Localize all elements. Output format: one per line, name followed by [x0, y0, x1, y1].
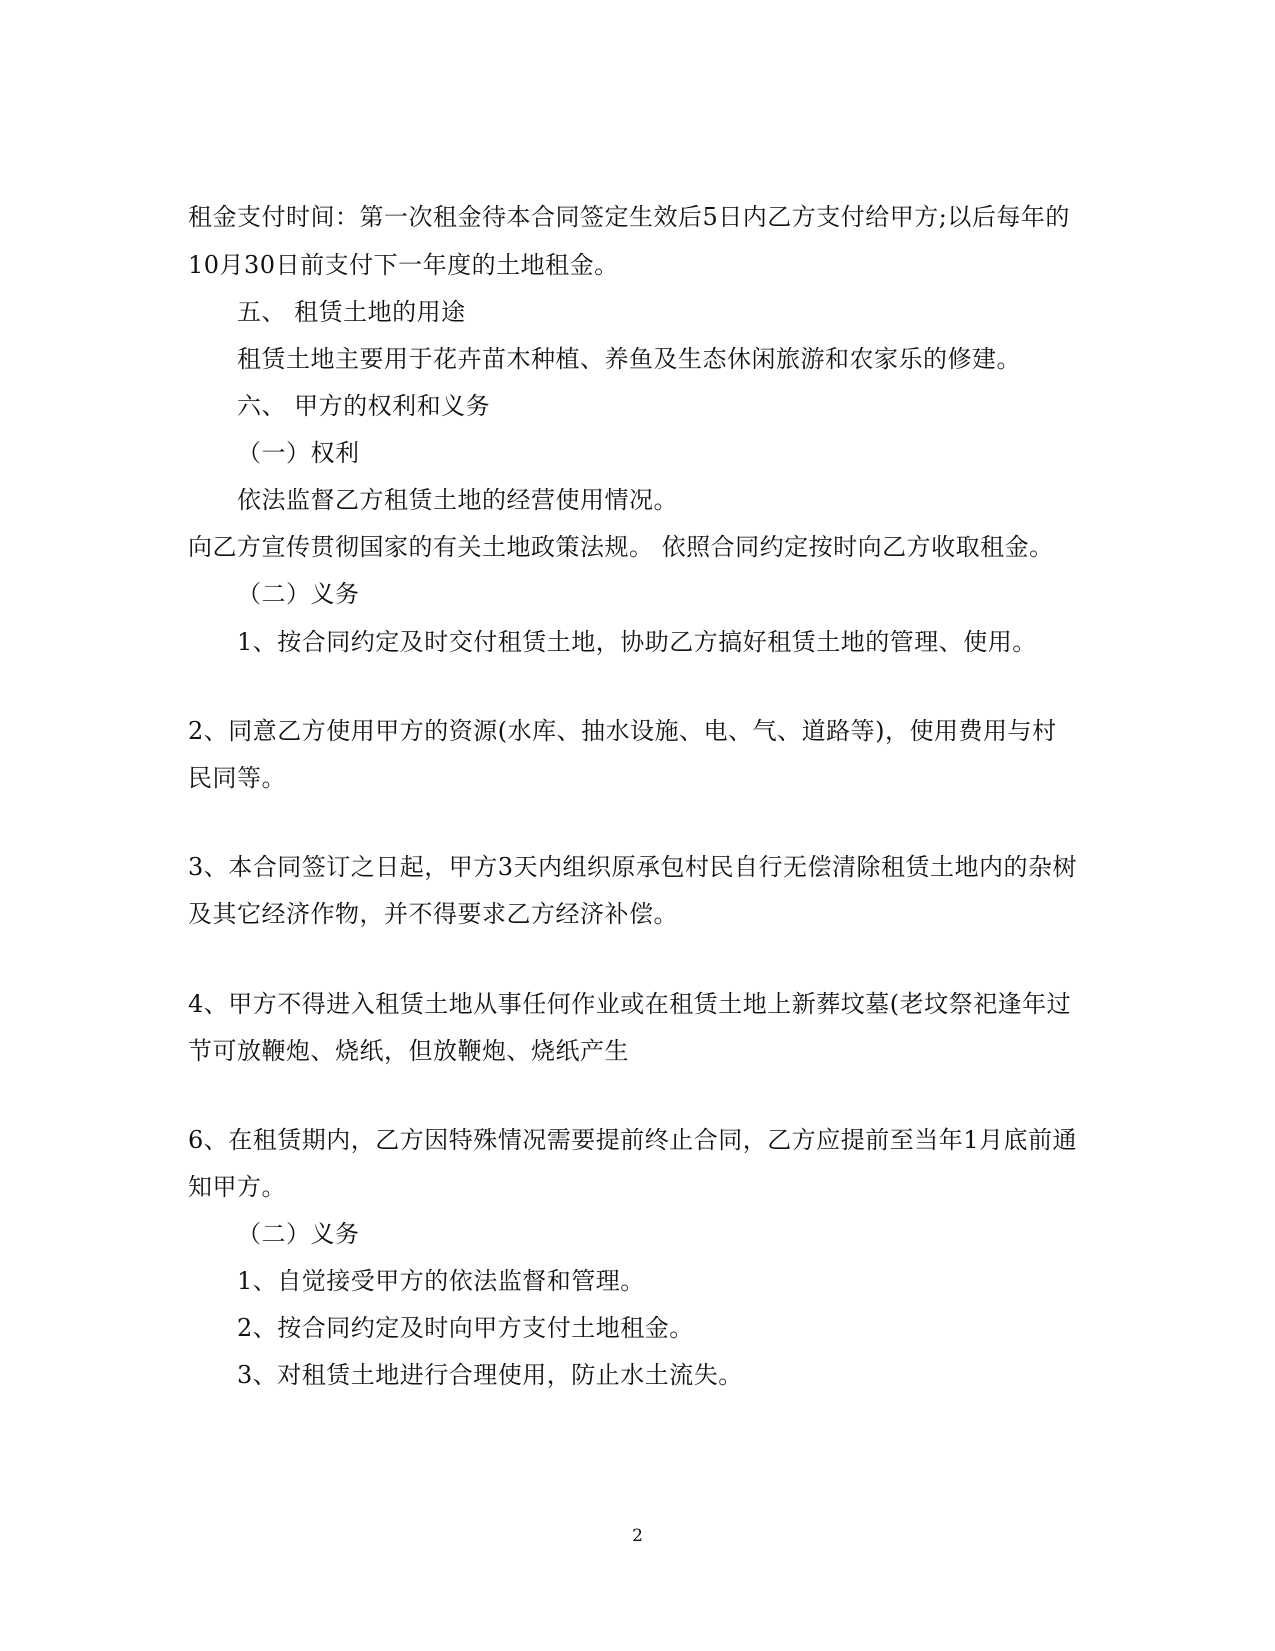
text-line: 依法监督乙方租赁土地的经营使用情况。 — [237, 486, 678, 514]
page-number: 2 — [632, 1526, 643, 1546]
text-line: 民同等。 — [188, 764, 286, 792]
list-item: 1、自觉接受甲方的依法监督和管理。 — [237, 1267, 645, 1295]
text-line: 租赁土地主要用于花卉苗木种植、养鱼及生态休闲旅游和农家乐的修建。 — [237, 345, 1021, 373]
list-item: 6、在租赁期内，乙方因特殊情况需要提前终止合同，乙方应提前至当年1月底前通 — [188, 1126, 1078, 1154]
text-line: 10月30日前支付下一年度的土地租金。 — [188, 251, 619, 279]
section-heading: 五、 租赁土地的用途 — [237, 298, 466, 326]
list-item: 1、按合同约定及时交付租赁土地，协助乙方搞好租赁土地的管理、使用。 — [237, 628, 1037, 656]
subsection-heading: （二）义务 — [237, 1220, 360, 1248]
list-item: 3、对租赁土地进行合理使用，防止水土流失。 — [237, 1361, 743, 1389]
subsection-heading: （二）义务 — [237, 580, 360, 608]
text-line: 租金支付时间：第一次租金待本合同签定生效后5日内乙方支付给甲方;以后每年的 — [188, 203, 1070, 231]
text-line: 节可放鞭炮、烧纸，但放鞭炮、烧纸产生 — [188, 1037, 629, 1065]
list-item: 4、甲方不得进入租赁土地从事任何作业或在租赁土地上新葬坟墓(老坟祭祀逢年过 — [188, 990, 1072, 1018]
text-line: 知甲方。 — [188, 1173, 286, 1201]
list-item: 3、本合同签订之日起，甲方3天内组织原承包村民自行无偿清除租赁土地内的杂树 — [188, 853, 1078, 881]
list-item: 2、按合同约定及时向甲方支付土地租金。 — [237, 1314, 694, 1342]
text-line: 及其它经济作物，并不得要求乙方经济补偿。 — [188, 900, 678, 928]
list-item: 2、同意乙方使用甲方的资源(水库、抽水设施、电、气、道路等)，使用费用与村 — [188, 717, 1057, 745]
section-heading: 六、 甲方的权利和义务 — [237, 392, 491, 420]
subsection-heading: （一）权利 — [237, 439, 360, 467]
text-line: 向乙方宣传贯彻国家的有关土地政策法规。 依照合同约定按时向乙方收取租金。 — [188, 533, 1054, 561]
